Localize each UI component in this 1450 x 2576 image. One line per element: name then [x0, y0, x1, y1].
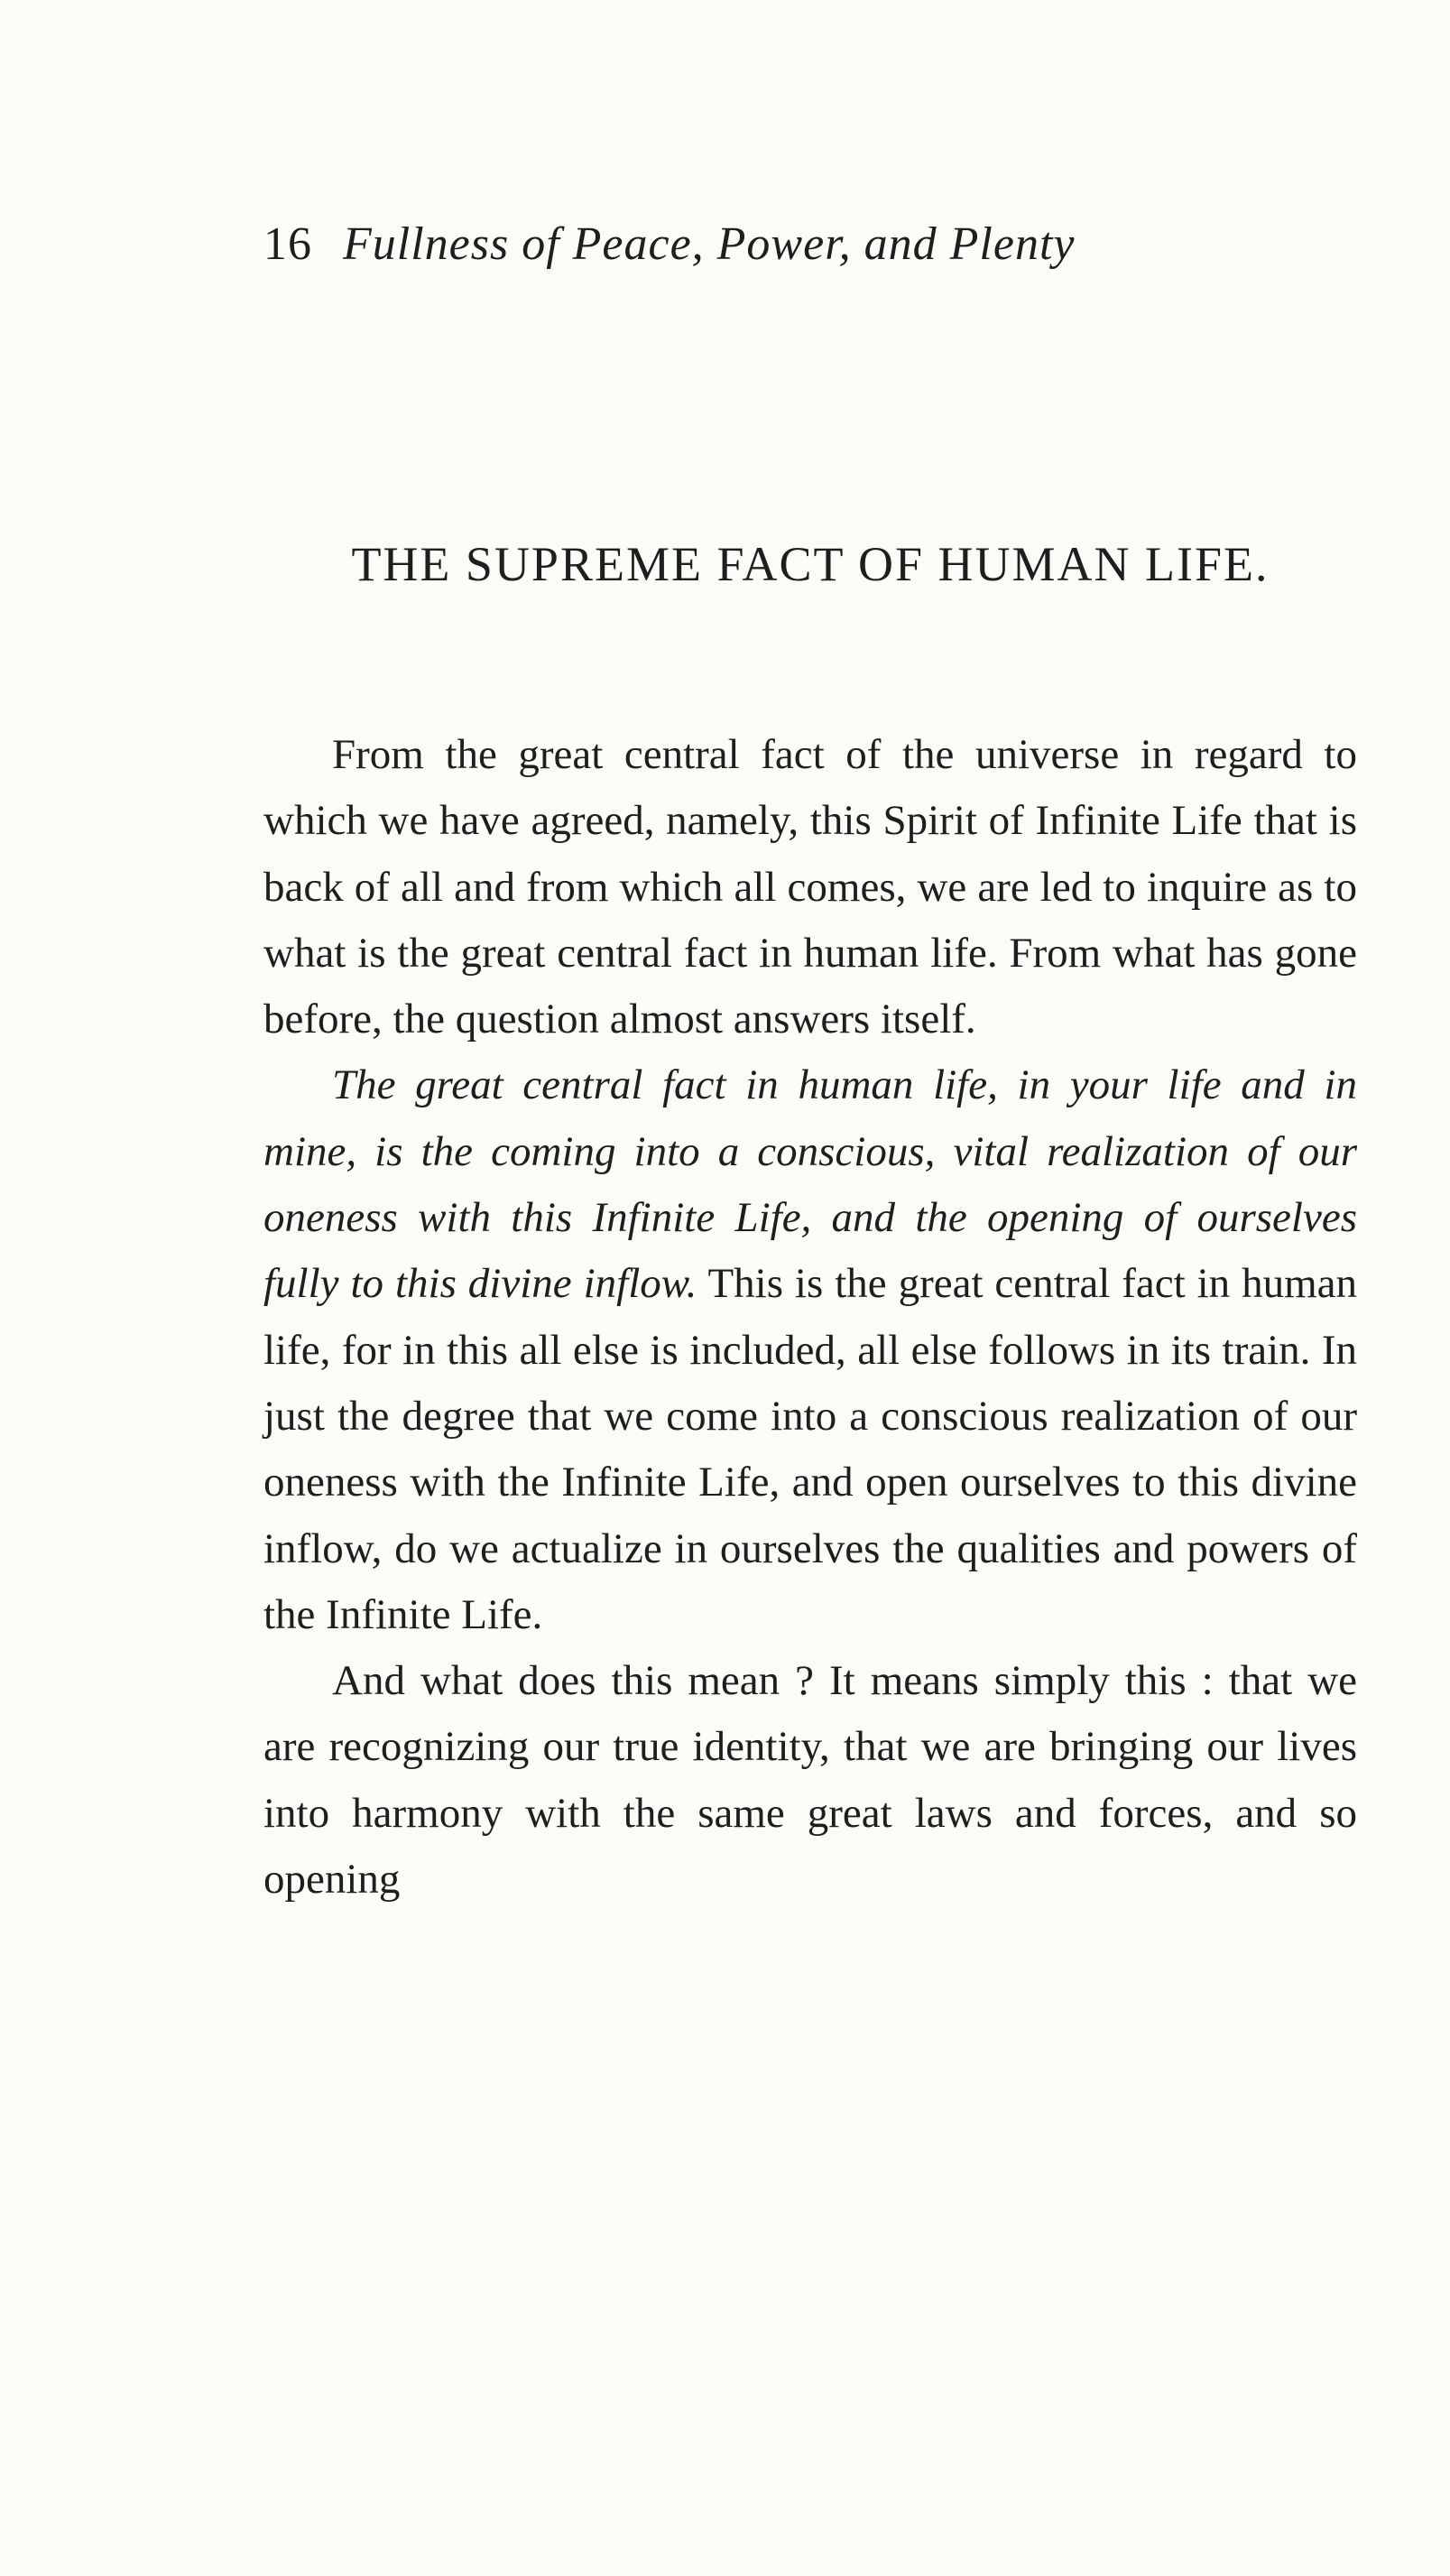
section-title: THE SUPREME FACT OF HUMAN LIFE.	[351, 537, 1270, 591]
page-number: 16	[263, 218, 312, 270]
italic-passage: The great central fact in human life, in your life and in mine, is the coming into a conscious, vital realization of our oneness with this Infinite Life, and the opening of ourselves fully to this divine inflow.	[263, 1061, 1357, 1308]
paragraph-text: This is the great central fact in human life, for in this all else is included, all else follows in its train. In just the degree that we come into a conscious realization of our oneness with the Infinite Life, and open ourselves to this divine inflow, do we actualize in ourselves the qualities and powers of the Infinite Life.	[263, 1260, 1357, 1638]
paragraph: And what does this mean ? It means simply this : that we are recognizing our true identity, that we are bringing our lives into harmony with the same great laws and forces, and so opening	[263, 1657, 1357, 1904]
paragraph: From the great central fact of the universe in regard to which we have agreed, namely, this Spirit of Infinite Life that is back of all and from which all comes, we are led to inquire as to what is the great central fact in human life. From what has gone before, the question almost answers itself.	[263, 731, 1357, 1043]
body-text	[263, 722, 1357, 1913]
running-title: Fullness of Peace, Power, and Plenty	[343, 218, 1076, 270]
paragraph	[263, 1052, 1357, 1648]
running-head	[263, 213, 1274, 276]
